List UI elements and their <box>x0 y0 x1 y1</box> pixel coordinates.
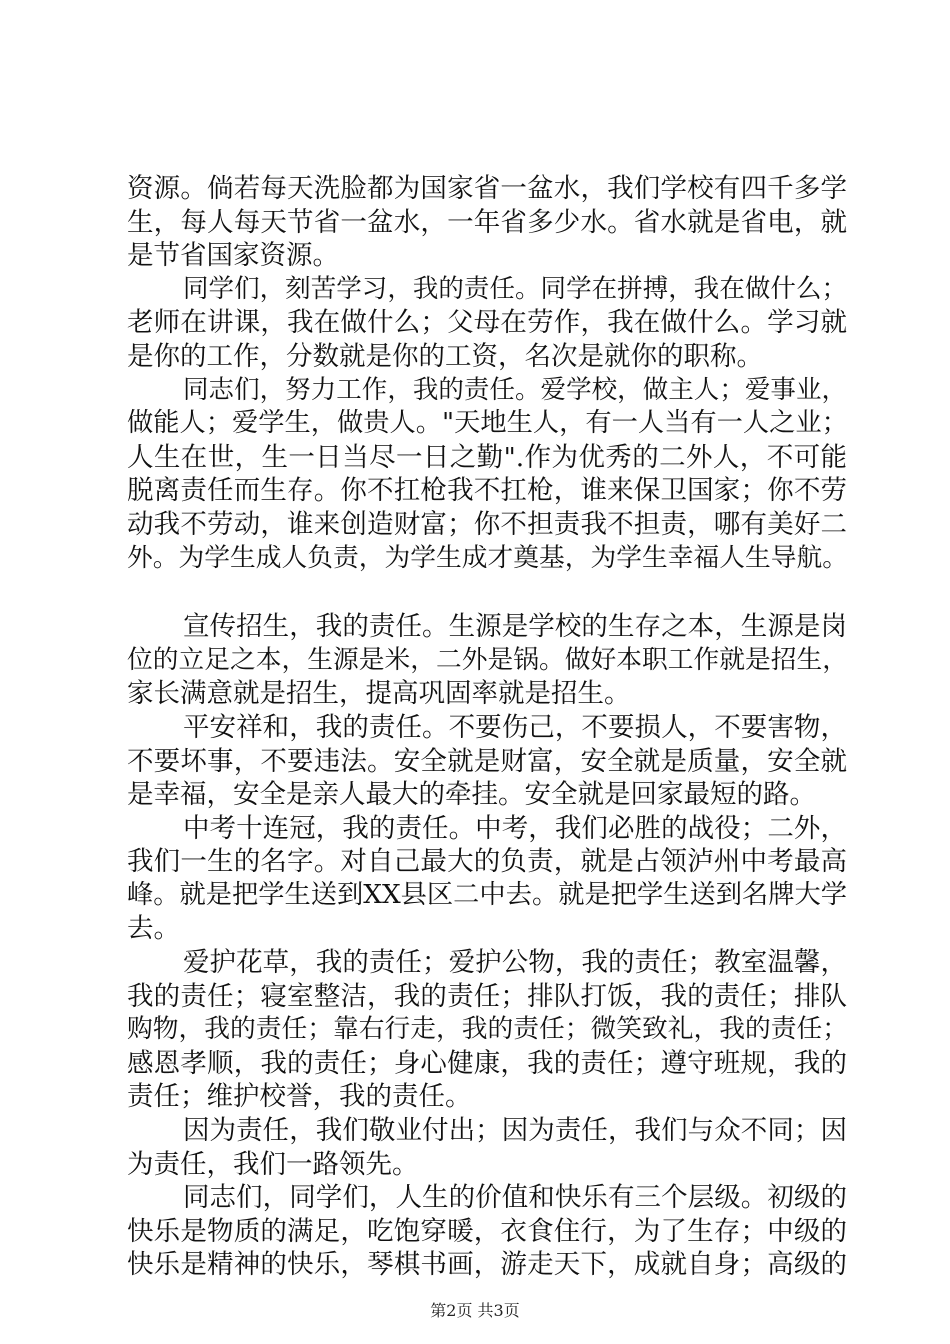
text-line <box>127 508 847 542</box>
paragraph-first-line <box>127 273 847 307</box>
text-line <box>127 745 847 779</box>
line-text: 同志们，努力工作，我的责任。爱学校，做主人；爱事业， <box>183 374 847 405</box>
paragraph-first-line <box>127 374 847 408</box>
line-text: 同学们，刻苦学习，我的责任。同学在拼搏，我在做什么； <box>183 273 847 304</box>
text-line <box>127 1013 847 1047</box>
line-text: 是节省国家资源。 <box>127 240 339 272</box>
page-footer: 第2页 共3页 <box>430 1301 520 1320</box>
line-text: 爱护花草，我的责任；爱护公物，我的责任；教室温馨， <box>183 947 847 979</box>
line-text: 资源。倘若每天洗脸都为国家省一盆水，我们学校有四千多学 <box>127 173 847 204</box>
line-text: 峰。就是把学生送到XX县区二中去。就是把学生送到名牌大学 <box>127 879 847 910</box>
line-text: 中考十连冠，我的责任。中考，我们必胜的战役；二外， <box>183 812 847 844</box>
paragraph-first-line <box>127 812 847 846</box>
text-line <box>127 340 847 374</box>
text-line <box>127 1047 847 1081</box>
text-line <box>127 1215 847 1249</box>
line-text: 平安祥和，我的责任。不要伤己，不要损人，不要害物， <box>183 711 847 743</box>
text-line <box>127 879 847 913</box>
paragraph-first-line <box>127 610 847 644</box>
line-text: 老师在讲课，我在做什么；父母在劳作，我在做什么。学习就 <box>127 307 847 339</box>
line-text: 因为责任，我们敬业付出；因为责任，我们与众不同；因 <box>183 1115 847 1147</box>
text-line <box>127 1248 847 1282</box>
text-line <box>127 1080 847 1114</box>
line-text: 位的立足之本，生源是米，二外是锅。做好本职工作就是招生， <box>127 644 848 675</box>
paragraph-first-line <box>127 1181 847 1215</box>
paragraph-first-line <box>127 1114 847 1148</box>
line-text: 生，每人每天节省一盆水，一年省多少水。省水就是省电，就 <box>127 206 847 238</box>
line-text: 脱离责任而生存。你不扛枪我不扛枪，谁来保卫国家；你不劳 <box>127 475 847 507</box>
text-line <box>127 644 847 678</box>
line-text: 宣传招生，我的责任。生源是学校的生存之本，生源是岗 <box>183 611 847 643</box>
line-text: 感恩孝顺，我的责任；身心健康，我的责任；遵守班规，我的 <box>127 1047 847 1079</box>
line-text: 去。 <box>127 913 180 945</box>
text-line <box>127 980 847 1014</box>
text-line <box>127 239 847 273</box>
line-text: 家长满意就是招生，提高巩固率就是招生。 <box>127 678 631 710</box>
text-line <box>127 474 847 508</box>
text-line <box>127 1148 847 1182</box>
blank-line <box>127 575 847 610</box>
paragraph-first-line <box>127 946 847 980</box>
text-line <box>127 407 847 441</box>
line-text: 我的责任；寝室整洁，我的责任；排队打饭，我的责任；排队 <box>127 980 847 1012</box>
text-line <box>127 912 847 946</box>
line-text: 责任；维护校誉，我的责任。 <box>127 1081 472 1113</box>
line-text: 人生在世，生一日当尽一日之勤".作为优秀的二外人，不可能 <box>127 441 847 473</box>
text-line <box>127 845 847 879</box>
line-text: 动我不劳动，谁来创造财富；你不担责我不担责，哪有美好二 <box>127 508 847 540</box>
text-line <box>127 542 847 576</box>
line-text: 为责任，我们一路领先。 <box>127 1148 419 1180</box>
line-text: 我们一生的名字。对自己最大的负责，就是占领泸州中考最高 <box>127 846 847 878</box>
text-line <box>127 677 847 711</box>
line-text: 不要坏事，不要违法。安全就是财富，安全就是质量，安全就 <box>127 745 847 777</box>
document-body <box>127 172 847 1282</box>
line-text: 外。为学生成人负责，为学生成才奠基，为学生幸福人生导航。 <box>127 542 848 573</box>
text-line <box>127 778 847 812</box>
text-line <box>127 206 847 240</box>
line-text: 同志们，同学们，人生的价值和快乐有三个层级。初级的 <box>183 1182 847 1214</box>
text-line <box>127 306 847 340</box>
line-text: 是你的工作，分数就是你的工资，名次是就你的职称。 <box>127 340 763 372</box>
line-text: 快乐是精神的快乐，琴棋书画，游走天下，成就自身；高级的 <box>127 1249 847 1281</box>
line-text: 购物，我的责任；靠右行走，我的责任；微笑致礼，我的责任； <box>127 1014 848 1045</box>
text-line <box>127 441 847 475</box>
line-text: 做能人；爱学生，做贵人。"天地生人，有一人当有一人之业； <box>127 408 848 439</box>
line-text: 是幸福，安全是亲人最大的牵挂。安全就是回家最短的路。 <box>127 779 816 811</box>
paragraph-first-line <box>127 711 847 745</box>
line-text: 快乐是物质的满足，吃饱穿暖，衣食住行，为了生存；中级的 <box>127 1215 847 1247</box>
text-line <box>127 172 847 206</box>
